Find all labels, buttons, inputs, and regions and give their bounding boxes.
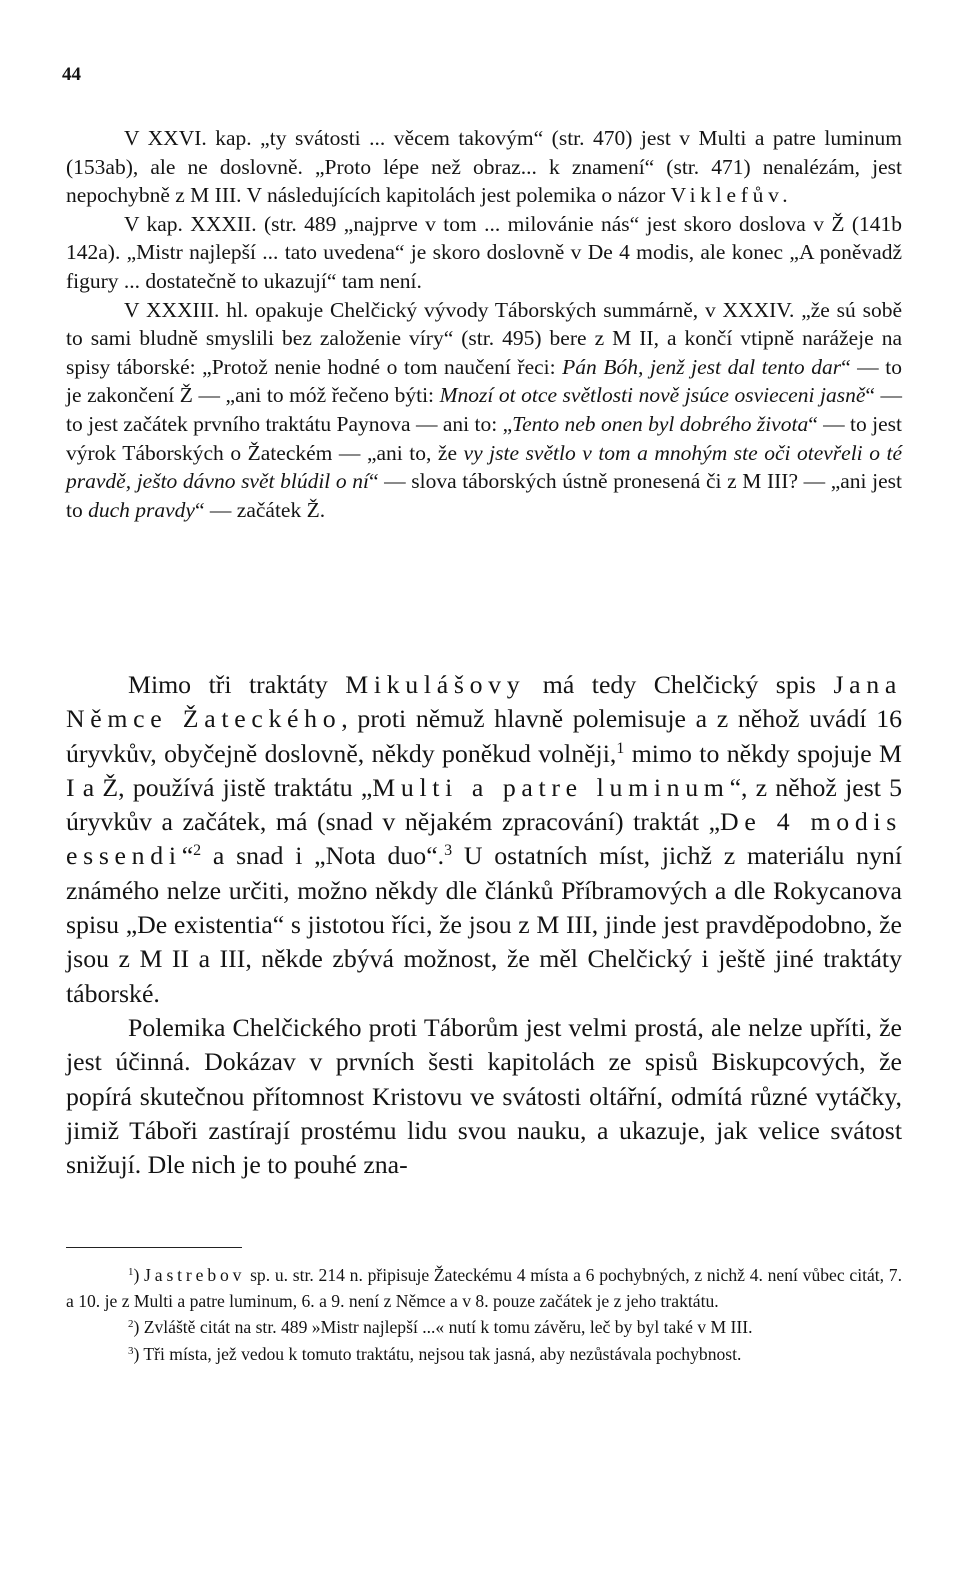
paragraph-summary (66, 668, 902, 1011)
text-span: , proti němuž hlavně polemisuje a z něhož uvádí 16 úryvkův, obyčejně doslovně, někdy poněkud volněji, (66, 704, 902, 768)
paragraph-chapter-26 (66, 124, 902, 210)
main-text (66, 668, 902, 1182)
text-span: “ — to je zakončení Ž — „ani to móž řečeno býti: (66, 354, 902, 408)
text-span: “ (181, 841, 194, 871)
text-span: Tři místa, jež vedou k tomuto traktátu, nejsou tak jasná, aby nezůstávala pochybnost. (139, 1343, 742, 1364)
text-span: sp. u. str. 214 n. připisuje Žateckému 4 místa a 6 pochybných, z nichž 4. není vůbec citát, 7. a 10. je z Multi a patre luminum, 6. a 9. není z Němce a v 8. pouze začátek je z jeho traktátu. (66, 1265, 902, 1312)
spaced-title: Multi a patre luminum (372, 772, 730, 802)
footnote-3: $^3$) Tři místa, jež vedou k tomuto traktátu, nejsou tak jasná, aby nezůstávala pochybnost. (128, 1343, 742, 1364)
footnote-mark: 1 (128, 1266, 134, 1278)
text-span: Mimo tři traktáty (128, 670, 346, 699)
text-span: U ostatních míst, jichž z materiálu nyní známého nelze určiti, možno někdy dle článků Příbramových a dle Rokycanova spisu „De existentia“ s jistotou říci, že jsou z M III, jinde jest pravděpodobno, že jsou z M II a III, někde zbývá možnost, že měl Chelčický i ještě jiné traktáty táborské. (66, 841, 902, 1008)
text-span: má tedy Chelčický spis (525, 670, 834, 699)
text-span: V XXXIII. hl. opakuje Chelčický vývody Táborských summárně, v XXXIV. „že sú sobě to sami bludně smyslili bez založenie víry“ (str. 495) bere z M II, a končí vtipně narážeje na spisy táborské: „Protož nenie hodné o tom naučení řeci: (66, 297, 902, 379)
italic-quote: Pán Bóh, jenž jest dal tento dar (562, 354, 842, 379)
footnote-ref: 3 (444, 842, 453, 860)
spaced-name: Jana Němce Žateckého (66, 670, 902, 734)
text-span: V kap. XXXII. (str. 489 „najprve v tom ... milovánie nás“ jest skoro doslova v Ž (141b 142a). „Mistr najlepší ... tato uvedena“ je skoro doslovně v De 4 modis, ale konec „A poněvadž figury ... dostatečně to ukazují“ tam není. (66, 211, 902, 293)
spaced-name: Mikulášovy (345, 670, 526, 699)
text-span: Zvláště citát na str. 489 »Mistr najlepší ...« nutí k tomu závěru, leč by byl také v M III. (139, 1317, 753, 1338)
italic-quote: Mnozí ot otce světlosti nově jsúce osvieceni jasně (439, 383, 866, 408)
footnote-mark: 3 (128, 1344, 134, 1357)
footnote-ref: 1 (616, 739, 625, 757)
text-span: a snad i „Nota duo“. (201, 841, 445, 871)
italic-quote: duch pravdy (88, 497, 195, 522)
text-span: “ — to jest výrok Táborských o Žateckém — „ani to, že (66, 411, 902, 465)
paragraph-chapter-32 (66, 210, 902, 296)
footnote-ref: 2 (193, 842, 202, 860)
text-span: “, z něhož jest 5 úryvkův a začátek, má (snad v nějakém zpracování) traktát „ (66, 772, 902, 837)
spaced-name: Viklefův. (670, 183, 793, 208)
text-span: V XXVI. kap. „ty svátosti ... věcem takovým“ (str. 470) jest v Multi a patre luminum (153ab), ale ne doslovně. „Proto lépe než obraz... k znamení“ (str. 471) nenalézám, jest nepochybně z M III. V následujících kapitolách jest polemika o názor (66, 126, 902, 208)
text-span: “ — začátek Ž. (194, 497, 326, 522)
italic-quote: vy jste světlo v tom a mnohým ste oči otevřeli o té pravdě, ješto dávno svět blúdil o ní (66, 440, 902, 494)
footnote-mark: 2 (128, 1318, 134, 1331)
spaced-name: Jastrebov (144, 1265, 246, 1285)
text-span: Polemika Chelčického proti Táborům jest velmi prostá, ale nelze upříti, že jest účinná. Dokázav v prvních šesti kapitolách ze spisů Biskupcových, že popírá skutečnou přítomnost Kristovu ve svátosti oltářní, odmítá různé vytáčky, jimiž Táboři zastírají prostému lidu svou nauku, a ukazuje, jak velice svátost snižují. Dle nich je to pouhé zna- (66, 1012, 902, 1180)
text-span: “ — to jest začátek prvního traktátu Paynova — ani to: „ (66, 383, 902, 436)
footnote-1: $^1$) Jastrebov sp. u. str. 214 n. připisuje Žateckému 4 místa a 6 pochybných, z nichž 4. není vůbec citát, 7. a 10. je z Multi a patre luminum, 6. a 9. není z Němce a v 8. pouze začátek je z jeho traktátu. (66, 1265, 902, 1312)
footnote-divider (66, 1247, 242, 1248)
italic-quote: Tento neb onen byl dobrého života (512, 411, 809, 436)
text-span: mimo to někdy spojuje M I a Ž, používá jistě traktátu „ (66, 738, 902, 802)
page-number: 44 (62, 64, 81, 85)
upper-section (66, 124, 902, 524)
spaced-title: De 4 modis essendi (66, 807, 902, 871)
paragraph-chapter-33 (66, 296, 902, 525)
paragraph-polemic (66, 1011, 902, 1182)
footnotes (66, 1262, 902, 1367)
text-span: “ — slova táborských ústně pronesená či z M III? — „ani jest to (66, 469, 903, 522)
footnote-2: $^2$) Zvláště citát na str. 489 »Mistr najlepší ...« nutí k tomu závěru, leč by byl také v M III. (128, 1317, 753, 1338)
